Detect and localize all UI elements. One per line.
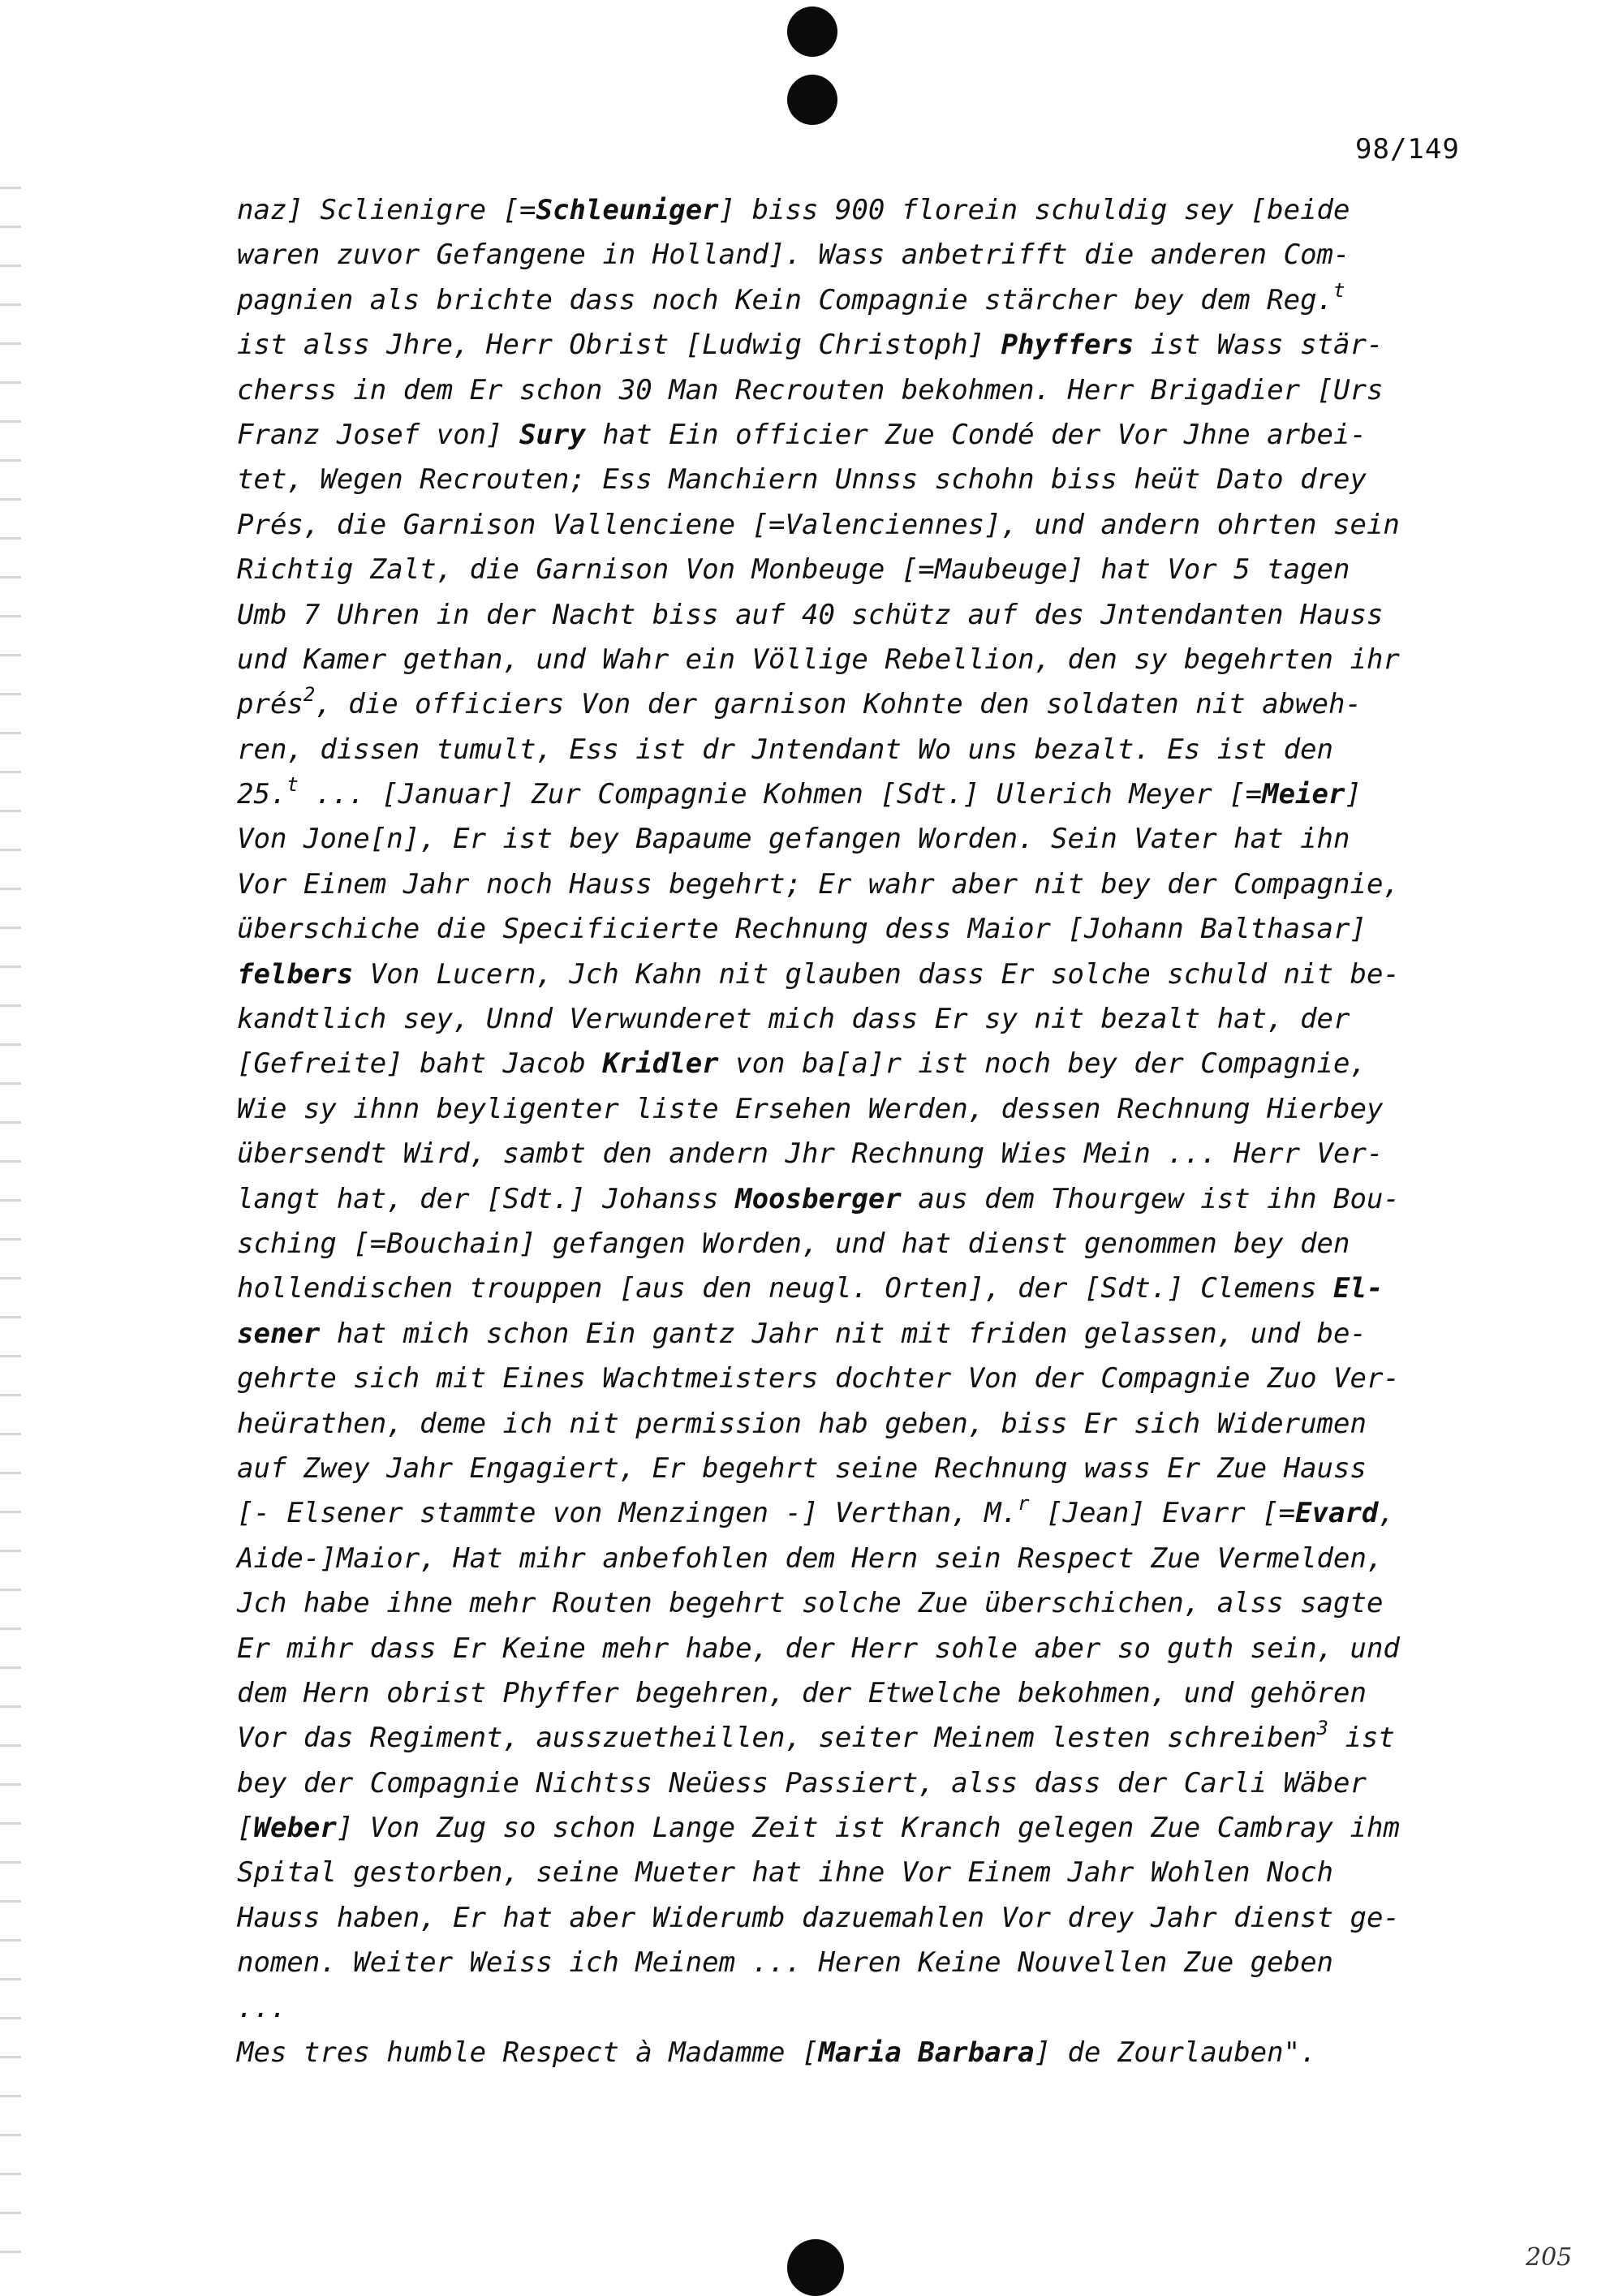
text-segment: auf Zwey Jahr Engagiert, Er begehrt seine Rechnung wass Er Zue Hauss bbox=[237, 1451, 1367, 1485]
text-segment: nomen. Weiter Weiss ich Meinem ... Heren Keine Nouvellen Zue geben bbox=[237, 1946, 1334, 1980]
text-segment: hat mich schon Ein gantz Jahr nit mit friden gelassen, und be- bbox=[320, 1317, 1367, 1350]
bold-name: Meier bbox=[1262, 778, 1345, 811]
text-line bbox=[237, 1581, 1503, 1626]
text-segment: , die officiers Von der garnison Kohnte den soldaten nit abweh- bbox=[315, 688, 1362, 721]
text-line bbox=[237, 1491, 1503, 1536]
text-segment: [Jean] Evarr [= bbox=[1029, 1497, 1296, 1530]
text-line bbox=[237, 817, 1503, 862]
text-line bbox=[237, 1986, 1503, 2031]
text-segment: Vor Einem Jahr noch Hauss begehrt; Er wahr aber nit bey der Compagnie, bbox=[237, 867, 1400, 901]
superscript: 2 bbox=[303, 683, 316, 707]
text-segment: Er mihr dass Er Keine mehr habe, der Herr sohle aber so guth sein, und bbox=[237, 1632, 1400, 1665]
text-segment: kandtlich sey, Unnd Verwunderet mich dass Er sy nit bezalt hat, der bbox=[237, 1003, 1350, 1036]
text-segment: ... [Januar] Zur Compagnie Kohmen [Sdt.] Ulerich Meyer [= bbox=[298, 778, 1263, 811]
text-line bbox=[237, 862, 1503, 907]
text-segment: ] Von Zug so schon Lange Zeit ist Kranch gelegen Zue Cambray ihm bbox=[336, 1812, 1400, 1845]
text-line bbox=[237, 323, 1503, 368]
superscript: t bbox=[286, 773, 299, 797]
text-segment: naz] Sclienigre [= bbox=[237, 194, 536, 226]
text-segment: und Kamer gethan, und Wahr ein Völlige Rebellion, den sy begehrten ihr bbox=[237, 643, 1400, 676]
text-line bbox=[237, 638, 1503, 682]
text-segment: Franz Josef von] bbox=[237, 418, 519, 451]
text-segment: ren, dissen tumult, Ess ist dr Jntendant Wo uns bezalt. Es ist den bbox=[237, 733, 1334, 766]
text-line bbox=[237, 1806, 1503, 1851]
page-number: 98/149 bbox=[1355, 133, 1460, 166]
text-segment: Von Lucern, Jch Kahn nit glauben dass Er solche schuld nit be- bbox=[353, 957, 1400, 991]
text-line bbox=[237, 1761, 1503, 1806]
text-line bbox=[237, 1222, 1503, 1266]
text-segment: aus dem Thourgew ist ihn Bou- bbox=[901, 1182, 1400, 1215]
text-segment: ist Wass stär- bbox=[1134, 329, 1384, 362]
text-line bbox=[237, 1312, 1503, 1357]
bold-name: Evard bbox=[1295, 1497, 1379, 1530]
bold-name: Maria Barbara bbox=[818, 2036, 1035, 2070]
text-segment: Von Jone[n], Er ist bey Bapaume gefangen Worden. Sein Vater hat ihn bbox=[237, 823, 1350, 856]
text-line bbox=[237, 413, 1503, 458]
text-segment: hat Ein officier Zue Condé der Vor Jhne arbei- bbox=[585, 418, 1367, 451]
text-line bbox=[237, 368, 1503, 413]
text-line bbox=[237, 728, 1503, 772]
bold-name: sener bbox=[237, 1317, 321, 1350]
text-segment: ist alss Jhre, Herr Obrist [Ludwig Christoph] bbox=[237, 329, 1001, 362]
text-line bbox=[237, 1042, 1503, 1086]
text-line bbox=[237, 233, 1503, 277]
text-segment: ] biss 900 florein schuldig sey [beide bbox=[718, 194, 1350, 226]
text-segment: prés bbox=[237, 688, 304, 721]
punch-hole-top bbox=[787, 6, 837, 57]
text-segment: [Gefreite] baht Jacob bbox=[237, 1047, 603, 1081]
text-line bbox=[237, 1132, 1503, 1176]
text-segment: langt hat, der [Sdt.] Johanss bbox=[237, 1182, 736, 1215]
text-segment: cherss in dem Er schon 30 Man Recrouten bekohmen. Herr Brigadier [Urs bbox=[237, 373, 1384, 406]
superscript: 3 bbox=[1316, 1717, 1328, 1740]
text-segment: gehrte sich mit Eines Wachtmeisters dochter Von der Compagnie Zuo Ver- bbox=[237, 1362, 1400, 1395]
text-segment: sching [=Bouchain] gefangen Worden, und hat dienst genommen bey den bbox=[237, 1227, 1350, 1260]
text-line bbox=[237, 1537, 1503, 1581]
text-line bbox=[237, 1716, 1503, 1761]
text-line bbox=[237, 907, 1503, 952]
bold-name: Sury bbox=[519, 418, 586, 451]
text-segment: ] bbox=[1345, 778, 1362, 811]
text-segment: Mes tres humble Respect à Madamme [ bbox=[237, 2036, 819, 2070]
text-line bbox=[237, 1357, 1503, 1401]
text-segment: Wie sy ihnn beyligenter liste Ersehen Werden, dessen Rechnung Hierbey bbox=[237, 1092, 1384, 1125]
text-line bbox=[237, 278, 1503, 323]
text-segment: Spital gestorben, seine Mueter hat ihne Vor Einem Jahr Wohlen Noch bbox=[237, 1856, 1334, 1890]
text-segment: ] de Zourlauben". bbox=[1034, 2036, 1317, 2070]
text-line bbox=[237, 1941, 1503, 1985]
text-segment: [- Elsener stammte von Menzingen -] Verthan, M. bbox=[237, 1497, 1018, 1530]
bold-name: Kridler bbox=[602, 1047, 719, 1081]
bold-name: El- bbox=[1333, 1272, 1384, 1305]
text-segment: pagnien als brichte dass noch Kein Compagnie stärcher bey dem Reg. bbox=[237, 283, 1334, 316]
text-segment: von ba[a]r ist noch bey der Compagnie, bbox=[718, 1047, 1367, 1081]
text-segment: überschiche die Specificierte Rechnung dess Maior [Johann Balthasar] bbox=[237, 913, 1367, 946]
text-line bbox=[237, 1447, 1503, 1491]
text-segment: Vor das Regiment, ausszuetheillen, seiter Meinem lesten schreiben bbox=[237, 1722, 1317, 1755]
text-segment: tet, Wegen Recrouten; Ess Manchiern Unnss schohn biss heüt Dato drey bbox=[237, 463, 1367, 497]
text-line bbox=[237, 772, 1503, 817]
text-line bbox=[237, 593, 1503, 638]
text-line bbox=[237, 682, 1503, 727]
text-segment: Umb 7 Uhren in der Nacht biss auf 40 schütz auf des Jntendanten Hauss bbox=[237, 598, 1384, 631]
text-line bbox=[237, 1896, 1503, 1941]
text-segment: waren zuvor Gefangene in Holland]. Wass anbetrifft die anderen Com- bbox=[237, 239, 1350, 272]
text-line bbox=[237, 1266, 1503, 1311]
text-line bbox=[237, 1087, 1503, 1132]
left-margin-scan-marks bbox=[0, 162, 21, 2255]
bold-name: felbers bbox=[237, 957, 354, 991]
text-line bbox=[237, 997, 1503, 1042]
bold-name: Schleuniger bbox=[536, 194, 719, 226]
text-line bbox=[237, 1671, 1503, 1716]
text-segment: 25. bbox=[237, 778, 287, 811]
text-segment: heürathen, deme ich nit permission hab geben, biss Er sich Widerumen bbox=[237, 1407, 1367, 1440]
text-segment: Prés, die Garnison Vallenciene [=Valenciennes], und andern ohrten sein bbox=[237, 508, 1400, 541]
bold-name: Weber bbox=[253, 1812, 337, 1845]
text-line bbox=[237, 2031, 1503, 2075]
text-segment: [ bbox=[237, 1812, 254, 1845]
text-segment: Aide-]Maior, Hat mihr anbefohlen dem Hern sein Respect Zue Vermelden, bbox=[237, 1541, 1384, 1575]
text-segment: hollendischen trouppen [aus den neugl. Orten], der [Sdt.] Clemens bbox=[237, 1272, 1334, 1305]
text-line bbox=[237, 1851, 1503, 1895]
text-segment: Jch habe ihne mehr Routen begehrt solche Zue überschichen, alss sagte bbox=[237, 1587, 1384, 1620]
text-line bbox=[237, 548, 1503, 592]
text-segment: dem Hern obrist Phyffer begehren, der Etwelche bekohmen, und gehören bbox=[237, 1676, 1367, 1709]
text-line bbox=[237, 503, 1503, 548]
text-line bbox=[237, 1402, 1503, 1447]
text-line bbox=[237, 458, 1503, 502]
text-line bbox=[237, 1177, 1503, 1222]
text-segment: Richtig Zalt, die Garnison Von Monbeuge [=Maubeuge] hat Vor 5 tagen bbox=[237, 553, 1350, 587]
superscript: t bbox=[1333, 278, 1345, 302]
punch-hole-second bbox=[787, 75, 837, 125]
handwritten-folio-number: 205 bbox=[1526, 2243, 1573, 2272]
text-segment: ... bbox=[237, 1991, 287, 2024]
bold-name: Moosberger bbox=[735, 1182, 902, 1215]
text-segment: übersendt Wird, sambt den andern Jhr Rechnung Wies Mein ... Herr Ver- bbox=[237, 1137, 1384, 1171]
text-line bbox=[237, 188, 1503, 233]
text-segment: , bbox=[1378, 1497, 1395, 1530]
text-line bbox=[237, 1627, 1503, 1671]
punch-hole-bottom bbox=[787, 2239, 844, 2296]
text-segment: Hauss haben, Er hat aber Widerumb dazuemahlen Vor drey Jahr dienst ge- bbox=[237, 1901, 1400, 1934]
text-line bbox=[237, 952, 1503, 997]
document-body bbox=[237, 188, 1503, 2075]
text-segment: ist bbox=[1328, 1722, 1395, 1755]
bold-name: Phyffers bbox=[1001, 329, 1134, 362]
text-segment: bey der Compagnie Nichtss Neüess Passiert, alss dass der Carli Wäber bbox=[237, 1766, 1367, 1799]
superscript: r bbox=[1018, 1492, 1030, 1516]
